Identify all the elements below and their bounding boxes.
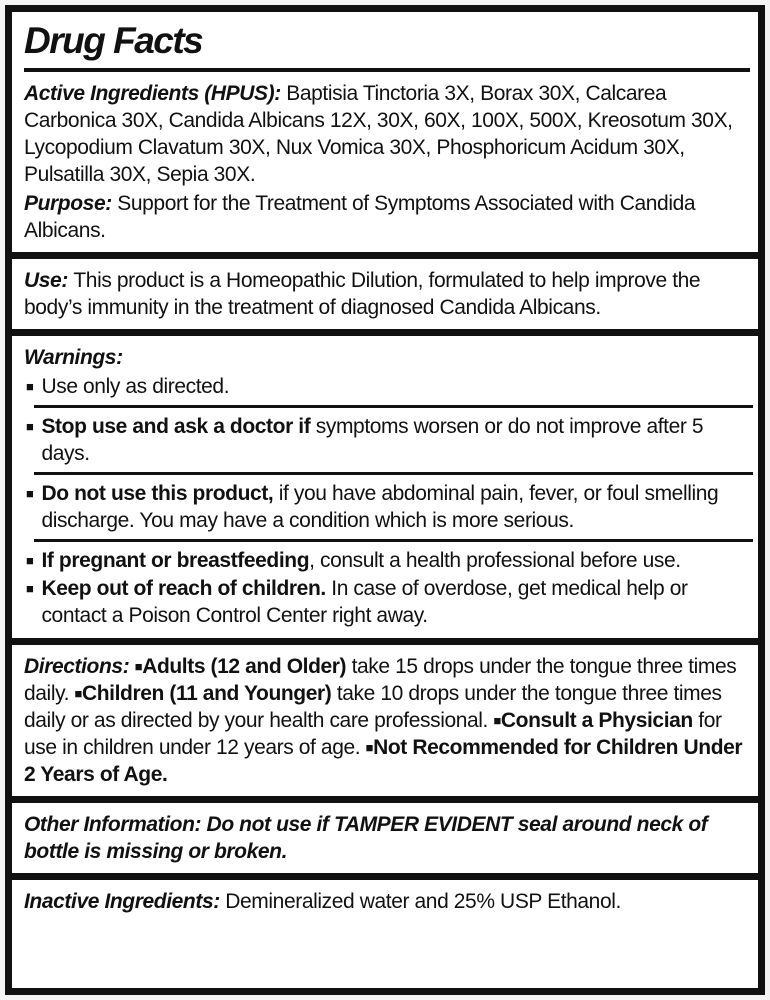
section-warnings [12,336,758,638]
text-run: This product is a Homeopathic Dilution, formulated to help improve the body’s immunity in the treatment of diagnosed Candida Albicans. [24,269,701,319]
page-title: Drug Facts [24,20,203,61]
bullet-item [24,575,753,629]
paragraph [24,190,753,244]
warning-item-divider [34,405,753,408]
bullet-square-icon: ■ [26,553,34,568]
text-run: symptoms worsen or do not improve after 5 days. [41,415,704,465]
bullet-item [24,373,753,400]
text-run: Children (11 and Younger) [81,682,332,705]
bullet-square-icon: ■ [134,659,143,674]
section-heading: Warnings: [24,346,123,369]
section-directions [12,645,758,796]
bullet-square-icon: ■ [493,713,501,728]
bullet-text [41,480,753,534]
bullet-item [24,413,753,467]
paragraph [24,888,753,915]
bullet-square-icon: ■ [26,486,34,501]
bullet-square-icon: ■ [365,740,374,755]
section-other-information [12,803,758,873]
bullet-square-icon: ■ [26,419,34,434]
text-run: Other Information: Do not use if TAMPER EVIDENT seal around neck of bottle is missing or broken. [24,813,708,863]
text-run: Not Recommended for Children Under 2 Years of Age. [24,736,743,786]
text-run: Active Ingredients (HPUS): [24,82,287,105]
text-run: Do not use this product, [41,482,274,505]
text-run: Demineralized water and 25% USP Ethanol. [225,890,621,913]
section-divider-bar [12,873,758,880]
section-use [12,259,758,329]
sections [12,72,758,923]
warning-item-divider [34,539,753,542]
paragraph [24,811,753,865]
bullet-text [41,413,753,467]
text-run: Directions: [24,655,135,678]
bullet-item [24,480,753,534]
bullet-square-icon: ■ [26,379,34,394]
bullet-text [41,575,753,629]
section-divider-bar [12,329,758,336]
text-run: Use: [24,269,74,292]
title-block [12,12,758,66]
text-run: take 10 drops under the tongue three times daily or as directed by your health care professional. [24,682,722,732]
paragraph [24,653,753,788]
text-run: take 15 drops under the tongue three times daily. [24,655,737,705]
text-run: Support for the Treatment of Symptoms Associated with Candida Albicans. [24,192,696,242]
section-inactive-ingredients [12,880,758,923]
text-run: If pregnant or breastfeeding [41,549,310,572]
paragraph [24,80,753,188]
text-run: for use in children under 12 years of age. [24,709,722,759]
text-run: if you have abdominal pain, fever, or foul smelling discharge. You may have a condition which is more serious. [41,482,719,532]
bullet-item [24,547,753,574]
text-run: Stop use and ask a doctor if [41,415,311,438]
bullet-text [41,547,753,574]
text-run: Adults (12 and Older) [142,655,347,678]
section-divider-bar [12,796,758,803]
paragraph [24,267,753,321]
section-divider-bar [12,252,758,259]
text-run: , consult a health professional before use. [309,549,681,572]
bullet-square-icon: ■ [74,686,82,701]
warning-item-divider [34,472,753,475]
text-run: Baptisia Tinctoria 3X, Borax 30X, Calcarea Carbonica 30X, Candida Albicans 12X, 30X, 60X, 100X, 500X, Kreosotum 30X, Lycopodium Clavatum 30X, Nux Vomica 30X, Phosphoricum Acidum 30X, Pulsatilla 30X, Sepia 30X. [24,82,733,186]
text-run: Keep out of reach of children. [41,577,326,600]
bullet-square-icon: ■ [26,581,34,596]
drug-facts-label [5,5,765,995]
text-run: Purpose: [24,192,118,215]
text-run: Inactive Ingredients: [24,890,226,913]
section-active-ingredients-purpose [12,72,758,252]
text-run: In case of overdose, get medical help or contact a Poison Control Center right away. [41,577,688,627]
text-run: Use only as directed. [41,375,230,398]
section-divider-bar [12,638,758,645]
bullet-text [41,373,753,400]
text-run: Consult a Physician [500,709,693,732]
